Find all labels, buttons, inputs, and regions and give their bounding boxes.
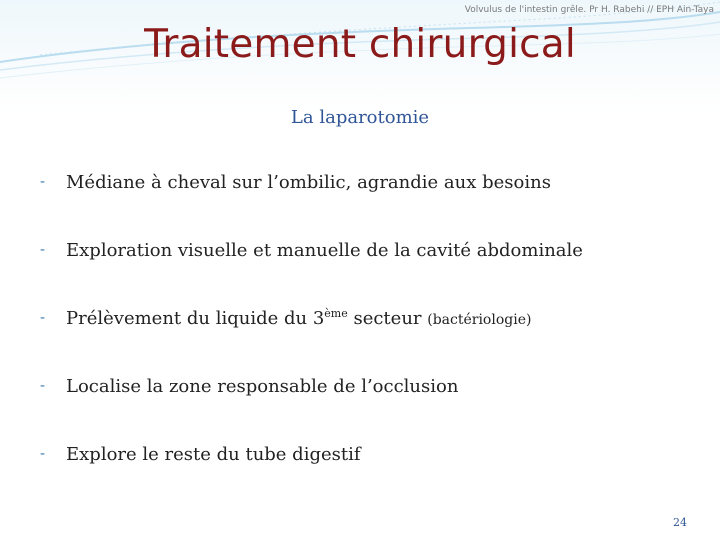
running-header: Volvulus de l'intestin grêle. Pr H. Rabehi // EPH Ain-Taya [464,5,714,15]
bullet-text: Exploration visuelle et manuelle de la cavité abdominale [66,240,583,261]
bullet-dash: - [40,174,46,190]
slide-title: Traitement chirurgical [144,22,576,67]
bullet-text-parenthetical: (bactériologie) [427,312,532,328]
bullet-item [40,240,700,308]
bullet-text [66,308,531,329]
bullet-item [40,376,700,444]
bullet-dash: - [40,310,46,326]
bullet-item [40,308,700,376]
ordinal-superscript: ème [324,307,348,320]
bullet-list [40,172,700,512]
bullet-text-continued: secteur [347,308,428,329]
bullet-dash: - [40,242,46,258]
bullet-dash: - [40,378,46,394]
slide-subtitle: La laparotomie [290,107,430,128]
bullet-text: Localise la zone responsable de l’occlusion [66,376,459,397]
page-number: 24 [673,516,687,529]
bullet-dash: - [40,446,46,462]
bullet-text-main: Prélèvement du liquide du 3 [66,308,325,329]
bullet-item [40,444,700,512]
bullet-text: Médiane à cheval sur l’ombilic, agrandie aux besoins [66,172,551,193]
bullet-item [40,172,700,240]
bullet-text: Explore le reste du tube digestif [66,444,361,465]
